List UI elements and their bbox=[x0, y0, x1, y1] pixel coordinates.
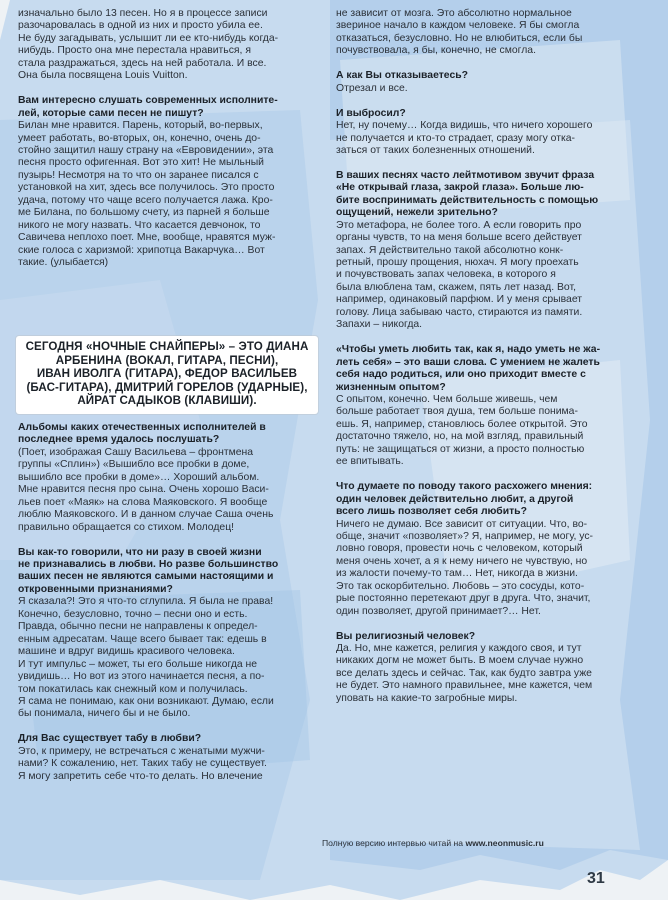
answer: Ничего не думаю. Все зависит от ситуации. Что, во- bbox=[336, 518, 588, 530]
question: В ваших песнях часто лейтмотивом звучит фраза bbox=[336, 169, 595, 181]
website-link[interactable]: www.neonmusic.ru bbox=[465, 838, 544, 848]
question: А как Вы отказываетесь? bbox=[336, 70, 468, 82]
question-block: Вы как-то говорили, что ни разу в своей жизни не признавались в любви. Но разве большинство ваших песен не являются самыми настоящими и откровенными признаниями? Я сказала?! Это я что-то сглупила. Я была не права! Конечно, безусловно, точно – песни оно и есть. Правда, обычно песни не направлены к определ- енным адресатам. Чаще всего бывает так: едешь в машине и вдруг видишь красивого человека. И тут импульс – может, ты его больше никогда не увидишь… Но вот из этого начинается песня, а по- том покатилась как снежный ком и получилась. Я сама не понимаю, как они возникают. Думаю, если бы понимала, ничего бы и не было. bbox=[18, 547, 318, 721]
question: Для Вас существует табу в любви? bbox=[18, 733, 202, 745]
answer: Это метафора, не более того. А если говорить про bbox=[336, 219, 582, 231]
band-lineup-box: СЕГОДНЯ «НОЧНЫЕ СНАЙПЕРЫ» – ЭТО ДИАНА АРБЕНИНА (ВОКАЛ, ГИТАРА, ПЕСНИ), ИВАН ИВОЛГА (ГИТАРА), ФЕДОР ВАСИЛЬЕВ (БАС-ГИТАРА), ДМИТРИЙ ГОРЕЛОВ (УДАРНЫЕ), АЙРАТ САДЫКОВ (КЛАВИШИ). bbox=[16, 336, 318, 414]
question-block: И выбросил? Нет, ну почему… Когда видишь, что ничего хорошего не получается и кто-то страдает, сразу могу отка- заться от таких болезненных отношений. bbox=[336, 108, 618, 158]
right-column bbox=[336, 8, 618, 705]
question: Что думаете по поводу такого расхожего мнения: bbox=[336, 481, 593, 493]
answer: (Поет, изображая Сашу Васильева – фронтмена bbox=[18, 446, 254, 458]
question-block: «Чтобы уметь любить так, как я, надо уметь не жа- леть себя» – это ваши слова. С умением не жалеть себя надо родиться, или оно приходит вместе с жизненным опытом? С опытом, конечно. Чем больше живешь, чем больше работает твоя душа, тем больше понима- ешь. Я, например, становлюсь более открытой. Это достаточно тяжело, но, на мой взгляд, правильный путь: не защищаться от жизни, а просто полностью ее впитывать. bbox=[336, 344, 618, 469]
intro-paragraph: не зависит от мозга. Это абсолютно нормальное звериное начало в каждом человеке. Я бы смогла отказаться, безусловно. Но не влюбиться, если бы почувствовала, я бы, конечно, не смогла. bbox=[336, 8, 583, 57]
question-block: Что думаете по поводу такого расхожего мнения: один человек действительно любит, а другой всего лишь позволяет себя любить? Ничего не думаю. Все зависит от ситуации. Что, во- обще, значит «позволяет»? Я, например, не могу, ус- ловно говоря, провести ночь с человеком, который меня очень хочет, а я к нему ничего не чувствую, но из жалости почему-то там… Нет, никогда в жизни. Это так оскорбительно. Любовь – это сосуды, кото- рые постоянно перетекают друг в друга. Что, значит, один позволяет, другой принимает?… Нет. bbox=[336, 481, 618, 618]
answer: Это, к примеру, не встречаться с женатыми мужчи- bbox=[18, 745, 265, 757]
answer: Да. Но, мне кажется, религия у каждого своя, и тут bbox=[336, 643, 582, 655]
question: Вам интересно слушать современных исполните- bbox=[18, 95, 278, 107]
left-column bbox=[18, 8, 318, 270]
question-block: Для Вас существует табу в любви? Это, к примеру, не встречаться с женатыми мужчи- нами? К сожалению, нет. Таких табу не существует. Я могу запретить себе что-то делать. Но влечение bbox=[18, 733, 318, 783]
question-block bbox=[336, 70, 618, 95]
question: Вы как-то говорили, что ни разу в своей жизни bbox=[18, 546, 262, 558]
answer: Я сказала?! Это я что-то сглупила. Я была не права! bbox=[18, 596, 274, 608]
question: «Чтобы уметь любить так, как я, надо уметь не жа- bbox=[336, 344, 601, 356]
page-number: 31 bbox=[587, 870, 605, 887]
answer: Нет, ну почему… Когда видишь, что ничего хорошего bbox=[336, 120, 593, 132]
question: лей, которые сами песен не пишут? bbox=[18, 107, 204, 119]
question: последнее время удалось послушать? bbox=[18, 434, 220, 446]
question: И выбросил? bbox=[336, 107, 406, 119]
question: Вы религиозный человек? bbox=[336, 630, 476, 642]
question: Альбомы каких отечественных исполнителей в bbox=[18, 422, 266, 433]
full-interview-note: Полную версию интервью читай на www.neonmusic.ru bbox=[322, 838, 544, 848]
question-block: Альбомы каких отечественных исполнителей в последнее время удалось послушать? (Поет, изображая Сашу Васильева – фронтмена группы «Сплин») «Вышибло все пробки в доме, вышибло все пробки в доме»… Хороший альбом. Мне нравится песня про сына. Очень хорошо Васи- льев поет «Маяк» на слова Маяковского. Я вообще люблю Маяковского. И в данном случае Саша очень правильно обращается со стихом. Молодец! bbox=[18, 422, 318, 534]
answer: Отрезал и все. bbox=[336, 82, 408, 94]
answer: С опытом, конечно. Чем больше живешь, чем bbox=[336, 393, 558, 405]
question-block: В ваших песнях часто лейтмотивом звучит фраза «Не открывай глаза, закрой глаза». Больше лю- бите воспринимать действительность с помощью ощущений, нежели зрительно? Это метафора, не более того. А если говорить про органы чувств, то на меня больше всего действует запах. Я действительно такой абсолютно конк- ретный, прошу прощения, нюхач. Я могу проехать и почувствовать запах человека, в которого я была влюблена там, скажем, пять лет назад. Вот, например, одинаковый парфюм. И у меня срывает голову. Лица забываю часто, стираются из памяти. Запахи – никогда. bbox=[336, 170, 618, 332]
question-block: Вы религиозный человек? Да. Но, мне кажется, религия у каждого своя, и тут никаких догм не может быть. В моем случае нужно все делать здесь и сейчас. Так, как будто завтра уже не будет. Это намного правильнее, мне кажется, чем уповать на какие-то загробные миры. bbox=[336, 631, 618, 706]
left-column-lower bbox=[18, 422, 318, 783]
intro-paragraph: изначально было 13 песен. Но я в процессе записи разочаровалась в одной из них и просто убила ее. Не буду загадывать, услышит ли ее кто-нибудь когда- нибудь. Просто она мне перестала нравиться, я стала раздражаться, здесь на ней работала. И все. Она была посвящена Louis Vuitton. bbox=[18, 8, 279, 82]
question-block: Вам интересно слушать современных исполните- лей, которые сами песен не пишут? Билан мне нравится. Парень, который, во-первых, умеет работать, во-вторых, он, конечно, очень до- стойно защитил нашу страну на «Евровидении», эта песня просто офигенная. Вот это хит! Не мыльный пузырь! Несмотря на то что он заранее писался с установкой на хит, здесь все получилось. Это просто удача, потому что чаще всего получается лажа. Кро- ме Билана, по большому счету, из парней я больше никого не могу назвать. Что касается девчонок, то Савичева неплохо поет. Мне, вообще, нравятся муж- ские голоса с харизмой: хрипотца Вакарчука… Вот такие. (улыбается) bbox=[18, 95, 318, 269]
answer: Билан мне нравится. Парень, который, во-первых, bbox=[18, 120, 263, 132]
